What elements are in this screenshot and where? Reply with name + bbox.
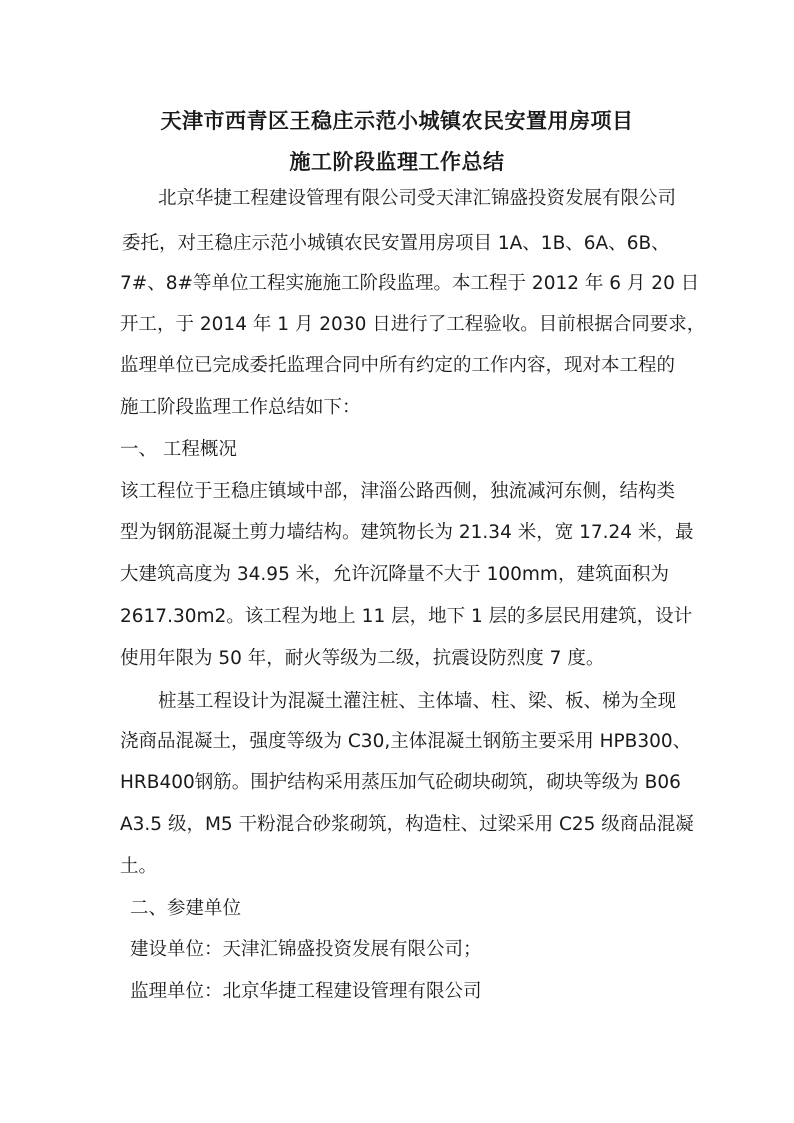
document-title-line1: 天津市西青区王稳庄示范小城镇农民安置用房项目 — [160, 109, 634, 133]
intro-line: 7#、8#等单位工程实施施工阶段监理。本工程于 2012 年 6 月 20 日 — [120, 273, 700, 294]
paragraph-line: 监理单位：北京华捷工程建设管理有限公司 — [130, 981, 482, 1002]
intro-line: 开工，于 2014 年 1 月 2030 日进行了工程验收。目前根据合同要求， — [120, 314, 706, 335]
paragraph-line: 型为钢筋混凝土剪力墙结构。建筑物长为 21.34 米，宽 17.24 米，最 — [120, 522, 694, 543]
document-title-line2: 施工阶段监理工作总结 — [289, 150, 505, 174]
paragraph-line: 该工程位于王稳庄镇域中部，津淄公路西侧，独流减河东侧，结构类 — [120, 481, 676, 502]
section-heading: 一、 工程概况 — [120, 439, 237, 460]
section-heading: 二、参建单位 — [130, 898, 242, 919]
paragraph-line: 浇商品混凝土，强度等级为 C30,主体混凝土钢筋主要采用 HPB300、 — [120, 731, 692, 752]
intro-line: 施工阶段监理工作总结如下： — [120, 397, 361, 418]
paragraph-line: 建设单位：天津汇锦盛投资发展有限公司； — [130, 939, 482, 960]
paragraph-line: 土。 — [120, 856, 158, 877]
paragraph-line: 大建筑高度为 34.95 米，允许沉降量不大于 100mm，建筑面积为 — [120, 564, 669, 585]
intro-line: 委托，对王稳庄示范小城镇农民安置用房项目 1A、1B、6A、6B、 — [122, 233, 670, 254]
paragraph-line: 桩基工程设计为混凝土灌注桩、主体墙、柱、梁、板、梯为全现 — [158, 691, 677, 712]
paragraph-line: A3.5 级，M5 干粉混合砂浆砌筑，构造柱、过梁采用 C25 级商品混凝 — [120, 814, 694, 835]
paragraph-line: 使用年限为 50 年，耐火等级为二级，抗震设防烈度 7 度。 — [120, 648, 605, 669]
intro-line: 监理单位已完成委托监理合同中所有约定的工作内容，现对本工程的 — [120, 355, 676, 376]
intro-line: 北京华捷工程建设管理有限公司受天津汇锦盛投资发展有限公司 — [158, 188, 677, 209]
paragraph-line: HRB400钢筋。围护结构采用蒸压加气砼砌块砌筑，砌块等级为 B06 — [120, 772, 681, 793]
paragraph-line: 2617.30m2。该工程为地上 11 层，地下 1 层的多层民用建筑，设计 — [120, 606, 693, 627]
